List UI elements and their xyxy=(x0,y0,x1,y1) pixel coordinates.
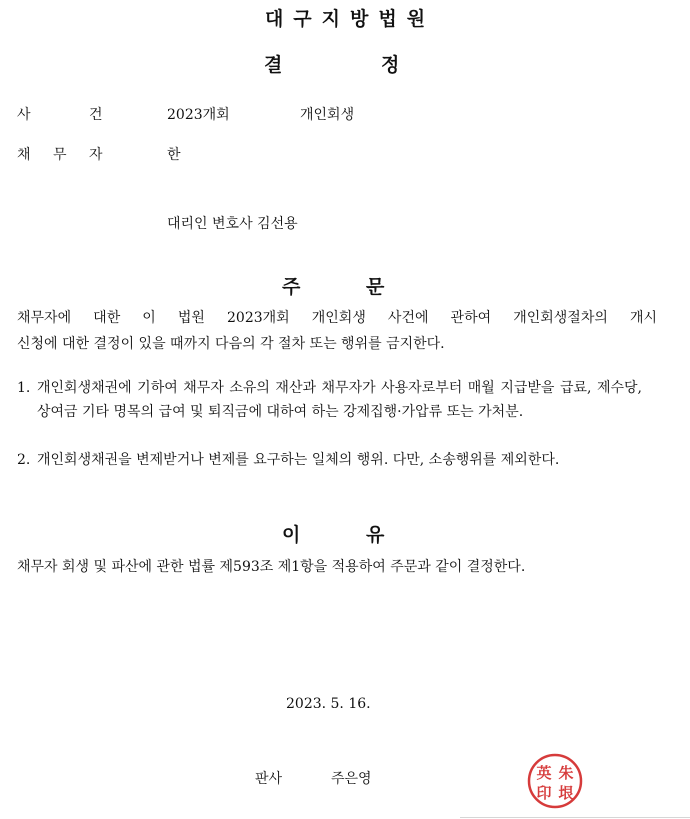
case-label-char-2: 건 xyxy=(89,107,103,123)
document-title-char-1: 결 xyxy=(264,54,283,76)
judge-name: 주은영 xyxy=(331,771,372,787)
debtor-label-char-1: 채 xyxy=(17,147,31,163)
decision-date: 2023. 5. 16. xyxy=(286,696,371,712)
document-title-char-2: 정 xyxy=(381,54,400,76)
case-number: 2023개회 xyxy=(167,107,230,123)
order-heading-char-1: 주 xyxy=(282,276,301,298)
bottom-divider xyxy=(460,817,690,818)
order-item-text: 개인회생채권에 기하여 채무자 소유의 재산과 채무자가 사용자로부터 매월 지급받을 급료, 제수당, 상여금 기타 명목의 급여 및 퇴직금에 대하여 하는 강제집행·가압류 또는 가처분. xyxy=(37,380,642,420)
judge-seal xyxy=(526,752,584,810)
seal-glyph-3: 垠 xyxy=(558,784,574,802)
reason-heading-char-1: 이 xyxy=(282,524,301,546)
debtor-label-char-2: 무 xyxy=(53,147,67,163)
seal-glyph-2: 英 xyxy=(536,764,552,782)
debtor-name: 한 xyxy=(167,147,181,163)
debtor-label-char-3: 자 xyxy=(89,147,103,163)
order-item-1 xyxy=(17,376,642,424)
order-intro-line-2: 신청에 대한 결정이 있을 때까지 다음의 각 절차 또는 행위를 금지한다. xyxy=(17,336,445,352)
order-item-2 xyxy=(17,448,642,472)
order-item-text: 개인회생채권을 변제받거나 변제를 요구하는 일체의 행위. 다만, 소송행위를 제외한다. xyxy=(37,452,560,468)
judge-title: 판사 xyxy=(255,771,283,787)
order-item-number: 1. xyxy=(17,380,31,396)
seal-glyph-1: 朱 xyxy=(558,764,574,782)
seal-glyph-4: 印 xyxy=(536,784,552,802)
order-intro-line-1: 채무자에 대한 이 법원 2023개회 개인회생 사건에 관하여 개인회생절차의 개시 xyxy=(17,310,657,326)
court-name: 대구지방법원 xyxy=(264,8,436,30)
reason-text: 채무자 회생 및 파산에 관한 법률 제593조 제1항을 적용하여 주문과 같이 결정한다. xyxy=(17,559,526,575)
case-label-char-1: 사 xyxy=(17,107,31,123)
order-heading-char-2: 문 xyxy=(366,276,385,298)
order-item-number: 2. xyxy=(17,452,31,468)
representative: 대리인 변호사 김선용 xyxy=(167,216,298,232)
case-type: 개인회생 xyxy=(300,107,355,123)
reason-heading-char-2: 유 xyxy=(366,524,385,546)
